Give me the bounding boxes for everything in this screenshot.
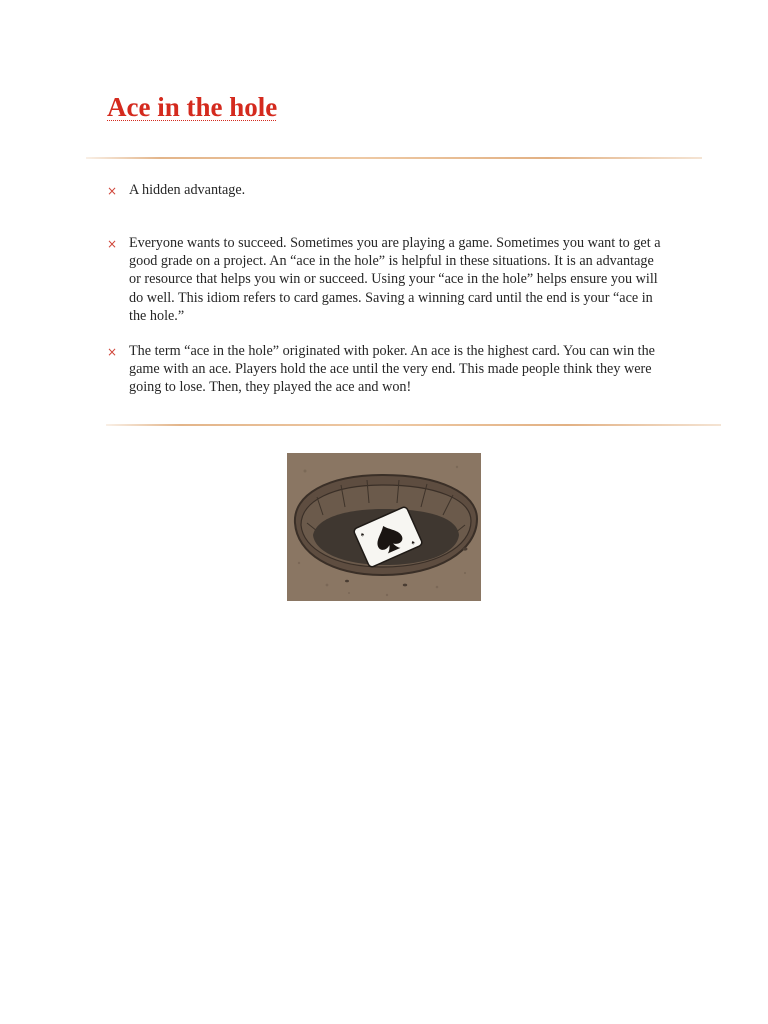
divider-top xyxy=(86,157,702,159)
list-item xyxy=(107,181,667,200)
svg-text:♠: ♠ xyxy=(359,531,366,539)
bullet-text: The term “ace in the hole” originated with poker. An ace is the highest card. You can win the game with an ace. Players hold the ace until the very end. This made people think they were going to lose. Then, they played the ace and won! xyxy=(129,343,655,396)
svg-text:♠: ♠ xyxy=(410,539,416,547)
bullet-text: Everyone wants to succeed. Sometimes you are playing a game. Sometimes you want to get a good grade on a project. An “ace in the hole” is helpful in these situations. It is an advantage or resource that helps you win or succeed. Using your “ace in the hole” helps ensure you will do well. This idiom refers to card games. Saving a winning card until the end is your “ace in the hole.” xyxy=(129,235,661,324)
ace-in-hole-illustration xyxy=(287,453,481,601)
page-title: Ace in the hole xyxy=(107,92,278,122)
illustration-svg xyxy=(287,453,481,601)
divider-bottom xyxy=(106,424,721,426)
x-bullet-icon: × xyxy=(107,184,118,198)
list-item xyxy=(107,342,667,397)
x-bullet-icon: × xyxy=(107,345,118,359)
list-item xyxy=(107,234,667,325)
x-bullet-icon: × xyxy=(107,237,118,251)
bullet-text: A hidden advantage. xyxy=(129,182,246,198)
